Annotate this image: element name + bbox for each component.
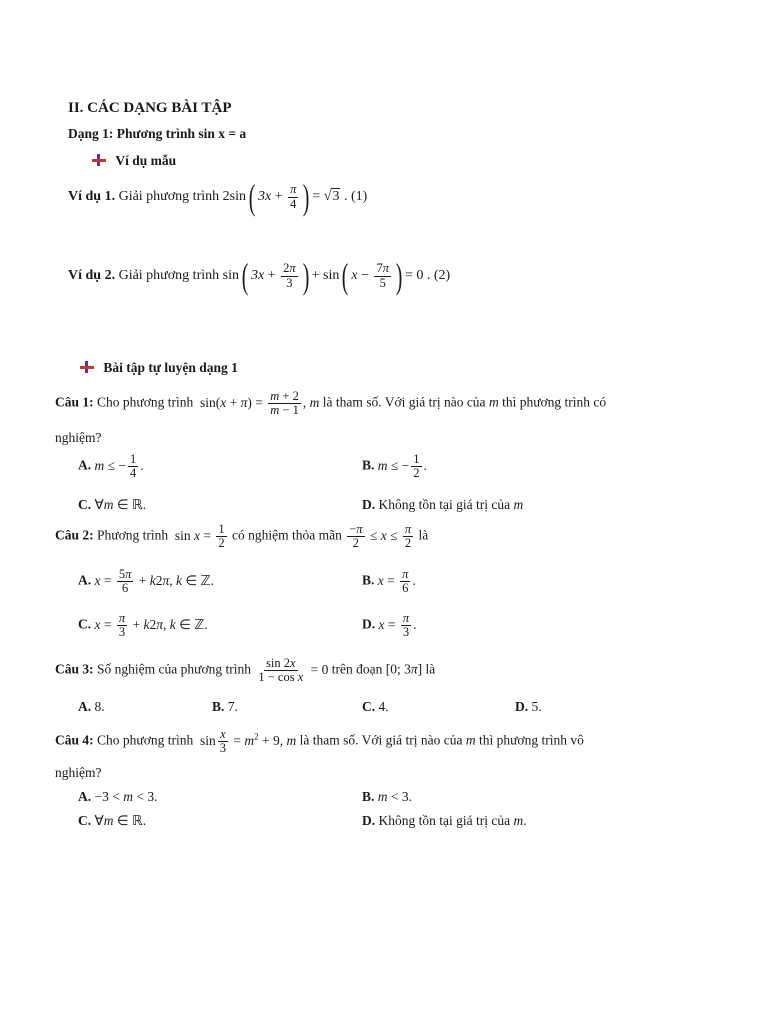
pin-icon: [80, 361, 94, 373]
q4-stem-cont: nghiệm?: [55, 765, 102, 780]
vidu-mau-heading: Ví dụ mẫu: [92, 153, 176, 169]
example-2-equation: sin( 3x + $\frac{2\pi}{3}$ ) + sin( x − $\frac{7\pi}{5}$ ) = 0: [222, 256, 427, 296]
q1-stem: Câu 1: Cho phương trình sin(x + π) = $\frac{m + 2}{m - 1}$ , m là tham số. Với giá trị nào của m thì phương trình có: [55, 389, 607, 418]
q3-option-d[interactable]: D. 5.: [515, 699, 542, 714]
q4-option-b[interactable]: B. m < 3.: [362, 789, 413, 804]
q1-option-a[interactable]: A. m ≤ − $\frac{1}{4}$ .: [78, 452, 144, 481]
example-1-tag: . (1): [343, 189, 368, 205]
q1-option-c[interactable]: C. ∀m ∈ ℝ.: [78, 497, 147, 512]
q2-stem: Câu 2: Phương trình sin x = $\frac{1}{2}$ có nghiệm thỏa mãn $\frac{-\pi}{2}$ ≤ x ≤ $\frac{\pi}{2}$ là: [55, 522, 429, 551]
example-1-text: Giải phương trình: [118, 189, 220, 205]
q1-stem-cont: nghiệm?: [55, 430, 102, 445]
example-1-label: Ví dụ 1.: [68, 189, 116, 205]
exercise-heading: Bài tập tự luyện dạng 1: [80, 360, 238, 376]
q4-stem: Câu 4: Cho phương trình sin $\frac{x}{3}$ = $m^2 + 9$, m là tham số. Với giá trị nào của m thì phương trình vô: [55, 727, 584, 756]
example-2: [68, 256, 451, 296]
q1-option-d[interactable]: D. Không tồn tại giá trị của m: [362, 497, 524, 512]
example-2-tag: . (2): [426, 268, 451, 284]
q2-option-a[interactable]: A. x = $\frac{5\pi}{6}$ + k2π, k ∈ ℤ.: [78, 567, 214, 596]
section-title: II. CÁC DẠNG BÀI TẬP: [68, 100, 232, 116]
q3-option-a[interactable]: A. 8.: [78, 699, 105, 714]
q3-option-b[interactable]: B. 7.: [212, 699, 238, 714]
pin-icon: [92, 154, 106, 166]
q2-option-c[interactable]: C. x = $\frac{\pi}{3}$ + k2π, k ∈ ℤ.: [78, 611, 208, 640]
q1-option-b[interactable]: B. m ≤ − $\frac{1}{2}$ .: [362, 452, 427, 481]
q3-option-c[interactable]: C. 4.: [362, 699, 389, 714]
example-2-label: Ví dụ 2.: [68, 268, 116, 284]
q2-option-d[interactable]: D. x = $\frac{\pi}{3}$ .: [362, 611, 417, 640]
q2-option-b[interactable]: B. x = $\frac{\pi}{6}$ .: [362, 567, 416, 596]
q4-option-a[interactable]: A. −3 < m < 3.: [78, 789, 158, 804]
q4-option-d[interactable]: D. Không tồn tại giá trị của m.: [362, 813, 527, 828]
dang1-heading: Dạng 1: Phương trình sin x = a: [68, 126, 247, 141]
example-1-equation: 2sin( 3x + $\frac{\pi}{4}$ ) = √3: [222, 177, 340, 217]
q3-stem: Câu 3: Số nghiệm của phương trình $\frac{\sin 2x}{\text{1 − cos x}}$ = 0 trên đoạn [0; 3π] là: [55, 656, 436, 685]
example-1: [68, 177, 368, 217]
q4-option-c[interactable]: C. ∀m ∈ ℝ.: [78, 813, 147, 828]
example-2-text: Giải phương trình: [118, 268, 220, 284]
